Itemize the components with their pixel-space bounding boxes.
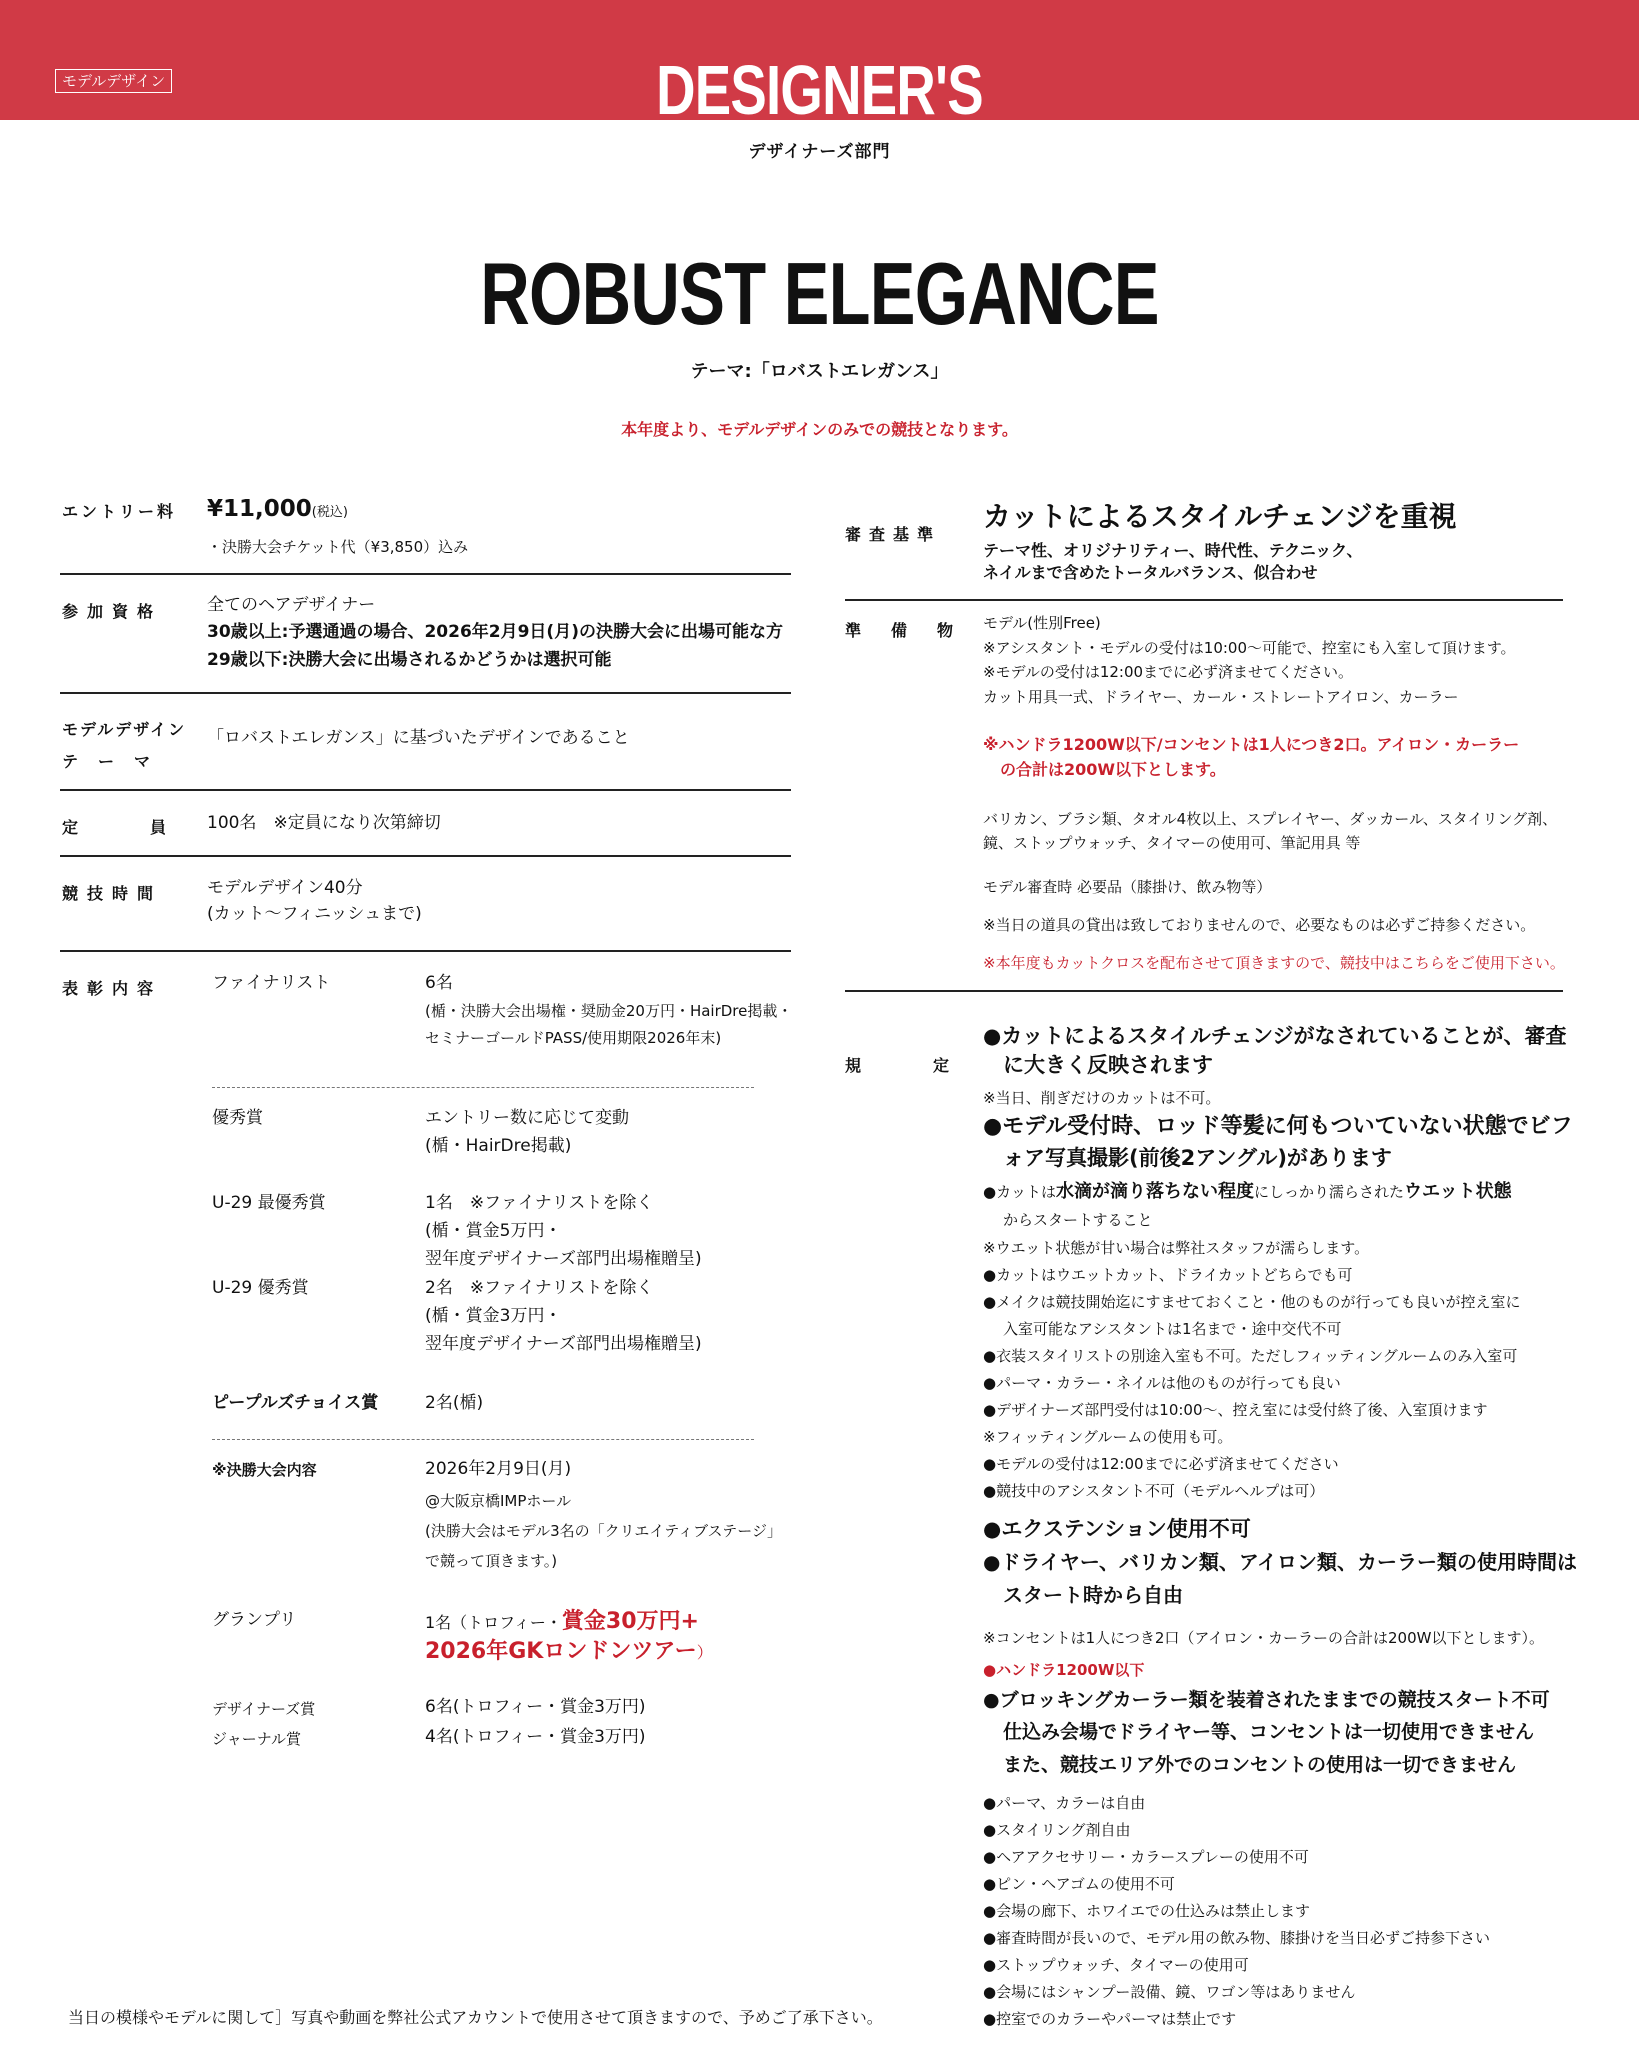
grandprix-line2 bbox=[425, 1634, 713, 1665]
designers-award-value: 6名(トロフィー・賞金3万円) bbox=[425, 1697, 646, 1717]
brand-subtitle: デザイナーズ部門 bbox=[748, 142, 891, 162]
award-u29-name: U-29 優秀賞 bbox=[212, 1278, 309, 1298]
rule-h3: ●エクステンション使用不可 bbox=[983, 1517, 1251, 1541]
entry-note: ・決勝大会チケット代（¥3,850）込み bbox=[207, 538, 469, 556]
divider bbox=[60, 950, 791, 952]
divider bbox=[60, 692, 791, 694]
rule-s10: ●競技中のアシスタント不可（モデルヘルプは可） bbox=[983, 1482, 1325, 1500]
award-u29-line2: (楯・賞金3万円・ bbox=[425, 1306, 562, 1326]
brand-title: DESIGNER'S bbox=[656, 51, 983, 129]
rule-s9: ●モデルの受付は12:00までに必ず済ませてください bbox=[983, 1455, 1339, 1473]
rule-wet-d: ウエット状態 bbox=[1403, 1181, 1512, 1202]
rule-t2: ●スタイリング剤自由 bbox=[983, 1821, 1131, 1839]
dashed-divider bbox=[212, 1439, 754, 1440]
divider bbox=[845, 990, 1563, 992]
criteria-headline: カットによるスタイルチェンジを重視 bbox=[983, 500, 1457, 533]
criteria-sub2: ネイルまで含めたトータルバランス、似合わせ bbox=[983, 563, 1318, 582]
award-finalist-detail1: (楯・決勝大会出場権・奨励金20万円・HairDre掲載・ bbox=[425, 1002, 793, 1020]
grandprix-name: グランプリ bbox=[212, 1610, 297, 1630]
final-venue: @大阪京橋IMPホール bbox=[425, 1492, 572, 1510]
rule-s7: ●デザイナーズ部門受付は10:00〜、控え室には受付終了後、入室頂けます bbox=[983, 1401, 1488, 1419]
final-note1: (決勝大会はモデル3名の「クリエイティブステージ」 bbox=[425, 1522, 782, 1540]
criteria-sub1: テーマ性、オリジナリティー、時代性、テクニック、 bbox=[983, 541, 1363, 560]
eligibility-line2: 30歳以上:予選通過の場合、2026年2月9日(月)の決勝大会に出場可能な方 bbox=[207, 622, 783, 642]
grandprix-tour: 2026年GKロンドンツアー bbox=[425, 1639, 697, 1664]
rule-t4: ●ピン・ヘアゴムの使用不可 bbox=[983, 1875, 1175, 1893]
prep-line5: バリカン、ブラシ類、タオル4枚以上、スプレイヤー、ダッカール、スタイリング剤、 bbox=[983, 810, 1558, 828]
rule-s5: ●衣装スタイリストの別途入室も不可。ただしフィッティングルームのみ入室可 bbox=[983, 1347, 1518, 1365]
prep-line7: モデル審査時 必要品（膝掛け、飲み物等） bbox=[983, 878, 1272, 896]
rule-s1: ※ウエット状態が甘い場合は弊社スタッフが濡らします。 bbox=[983, 1239, 1370, 1257]
rule-t7: ●ストップウォッチ、タイマーの使用可 bbox=[983, 1956, 1249, 1974]
rule-h4b: スタート時から自由 bbox=[1003, 1583, 1183, 1607]
grandprix-line1 bbox=[425, 1604, 699, 1635]
prep-red1: ※ハンドラ1200W以下/コンセントは1人につき2口。アイロン・カーラー bbox=[983, 735, 1520, 754]
prep-line3: ※モデルの受付は12:00までに必ず済ませてください。 bbox=[983, 663, 1354, 681]
prep-line2: ※アシスタント・モデルの受付は10:00〜可能で、控室にも入室して頂けます。 bbox=[983, 639, 1516, 657]
model-theme-label1: モデルデザイン bbox=[62, 720, 187, 739]
prep-line1: モデル(性別Free) bbox=[983, 614, 1101, 632]
award-peoples-value: 2名(楯) bbox=[425, 1393, 484, 1413]
rule-h5a: ●ブロッキングカーラー類を装着されたままでの競技スタート不可 bbox=[983, 1689, 1550, 1711]
model-theme-value: 「ロバストエレガンス」に基づいたデザインであること bbox=[207, 728, 630, 748]
grandprix-count: 1名（トロフィー・ bbox=[425, 1613, 562, 1632]
designers-award-name: デザイナーズ賞 bbox=[212, 1700, 316, 1718]
prep-line6: 鏡、ストップウォッチ、タイマーの使用可、筆記用具 等 bbox=[983, 834, 1361, 852]
award-u29-best-line1: 1名 ※ファイナリストを除く bbox=[425, 1193, 654, 1213]
rule-h1b: に大きく反映されます bbox=[1003, 1053, 1213, 1077]
award-excellence-line1: エントリー数に応じて変動 bbox=[425, 1108, 629, 1128]
rule-s11: ※コンセントは1人につき2口（アイロン・カーラーの合計は200W以下とします）。 bbox=[983, 1629, 1544, 1647]
eligibility-label: 参加資格 bbox=[62, 602, 163, 621]
rules-label: 規定 bbox=[845, 1056, 1022, 1075]
rule-t9: ●控室でのカラーやパーマは禁止です bbox=[983, 2010, 1237, 2028]
award-finalist-detail2: セミナーゴールドPASS/使用期限2026年末) bbox=[425, 1029, 722, 1047]
grandprix-close: ） bbox=[696, 1643, 713, 1662]
rule-t8: ●会場にはシャンプー設備、鏡、ワゴン等はありません bbox=[983, 1983, 1356, 2001]
award-u29-best-name: U-29 最優秀賞 bbox=[212, 1193, 326, 1213]
divider bbox=[60, 789, 791, 791]
entry-tax: (税込) bbox=[311, 505, 348, 520]
award-excellence-name: 優秀賞 bbox=[212, 1108, 263, 1128]
rule-s2: ●カットはウエットカット、ドライカットどちらでも可 bbox=[983, 1266, 1353, 1284]
rule-s8: ※フィッティングルームの使用も可。 bbox=[983, 1428, 1233, 1446]
rule-wet bbox=[983, 1180, 1512, 1204]
time-line1: モデルデザイン40分 bbox=[207, 878, 363, 898]
prep-red2: の合計は200W以下とします。 bbox=[1000, 760, 1226, 779]
grandprix-prize: 賞金30万円+ bbox=[561, 1609, 699, 1634]
rule-wet-e: からスタートすること bbox=[1003, 1211, 1153, 1229]
rule-s6: ●パーマ・カラー・ネイルは他のものが行っても良い bbox=[983, 1374, 1341, 1392]
rule-h2a: ●モデル受付時、ロッド等髪に何もついていない状態でビフ bbox=[983, 1114, 1573, 1139]
rule-h4a: ●ドライヤー、バリカン類、アイロン類、カーラー類の使用時間は bbox=[983, 1550, 1578, 1574]
capacity-label: 定員 bbox=[62, 818, 239, 837]
notice-line: 本年度より、モデルデザインのみでの競技となります。 bbox=[621, 420, 1018, 439]
prep-red3: ※本年度もカットクロスを配布させて頂きますので、競技中はこちらをご使用下さい。 bbox=[983, 954, 1565, 972]
time-label: 競技時間 bbox=[62, 884, 163, 903]
rule-wet-c: にしっかり濡らされた bbox=[1253, 1183, 1404, 1201]
rule-wet-a: ●カットは bbox=[983, 1183, 1056, 1201]
divider bbox=[845, 599, 1563, 601]
category-tag: モデルデザイン bbox=[55, 69, 172, 93]
time-line2: (カット〜フィニッシュまで) bbox=[207, 904, 422, 924]
rule-s3: ●メイクは競技開始迄にすませておくこと・他のものが行っても良いが控え室に bbox=[983, 1293, 1521, 1311]
award-u29-line1: 2名 ※ファイナリストを除く bbox=[425, 1278, 654, 1298]
eligibility-line3: 29歳以下:決勝大会に出場されるかどうかは選択可能 bbox=[207, 650, 612, 670]
journal-award-value: 4名(トロフィー・賞金3万円) bbox=[425, 1727, 646, 1747]
criteria-label: 審査基準 bbox=[845, 525, 942, 544]
entry-label: エントリー料 bbox=[62, 502, 177, 521]
rule-red: ●ハンドラ1200W以下 bbox=[983, 1661, 1145, 1679]
rule-wet-b: 水滴が滴り落ちない程度 bbox=[1055, 1181, 1254, 1202]
final-note2: で競って頂きます。) bbox=[425, 1552, 558, 1570]
rule-h2b: ォア写真撮影(前後2アングル)があります bbox=[1003, 1146, 1392, 1170]
capacity-value: 100名 ※定員になり次第締切 bbox=[207, 813, 441, 833]
page-title: ROBUST ELEGANCE bbox=[480, 244, 1159, 343]
rule-t5: ●会場の廊下、ホワイエでの仕込みは禁止します bbox=[983, 1902, 1311, 1920]
divider bbox=[60, 573, 791, 575]
award-finalist-name: ファイナリスト bbox=[212, 973, 331, 993]
rule-h5b: 仕込み会場でドライヤー等、コンセントは一切使用できません bbox=[1003, 1721, 1535, 1743]
rule-h1a: ●カットによるスタイルチェンジがなされていることが、審査 bbox=[983, 1024, 1567, 1048]
rule-n1: ※当日、削ぎだけのカットは不可。 bbox=[983, 1089, 1221, 1107]
prep-line4: カット用具一式、ドライヤー、カール・ストレートアイロン、カーラー bbox=[983, 688, 1459, 706]
prep-label: 準備物 bbox=[845, 621, 984, 640]
award-u29-line3: 翌年度デザイナーズ部門出場権贈呈) bbox=[425, 1334, 702, 1354]
divider bbox=[60, 855, 791, 857]
rule-t6: ●審査時間が長いので、モデル用の飲み物、膝掛けを当日必ずご持参下さい bbox=[983, 1929, 1491, 1947]
rule-t1: ●パーマ、カラーは自由 bbox=[983, 1794, 1146, 1812]
eligibility-line1: 全てのヘアデザイナー bbox=[207, 595, 376, 615]
rule-h5c: また、競技エリア外でのコンセントの使用は一切できません bbox=[1003, 1754, 1517, 1776]
award-peoples-name: ピープルズチョイス賞 bbox=[212, 1393, 379, 1413]
award-u29-best-line3: 翌年度デザイナーズ部門出場権贈呈) bbox=[425, 1249, 702, 1269]
entry-price: ¥11,000 bbox=[207, 496, 312, 522]
dashed-divider bbox=[212, 1087, 754, 1088]
entry-price-row bbox=[207, 496, 348, 522]
footer-note: 当日の模様やモデルに関して］写真や動画を弊社公式アカウントで使用させて頂きますので、予めご了承下さい。 bbox=[68, 2008, 883, 2027]
final-label: ※決勝大会内容 bbox=[212, 1461, 317, 1479]
rule-t3: ●ヘアアクセサリー・カラースプレーの使用不可 bbox=[983, 1848, 1309, 1866]
model-theme-label2: テ ー マ bbox=[62, 752, 153, 771]
final-date: 2026年2月9日(月) bbox=[425, 1459, 572, 1479]
award-u29-best-line2: (楯・賞金5万円・ bbox=[425, 1221, 562, 1241]
journal-award-name: ジャーナル賞 bbox=[212, 1730, 301, 1748]
theme-line: テーマ:「ロバストエレガンス」 bbox=[690, 361, 949, 382]
award-finalist-count: 6名 bbox=[425, 973, 453, 993]
awards-label: 表彰内容 bbox=[62, 979, 163, 998]
award-excellence-line2: (楯・HairDre掲載) bbox=[425, 1136, 572, 1156]
rule-s4: 入室可能なアシスタントは1名まで・途中交代不可 bbox=[1003, 1320, 1342, 1338]
prep-line8: ※当日の道具の貸出は致しておりませんので、必要なものは必ずご持参ください。 bbox=[983, 916, 1536, 934]
